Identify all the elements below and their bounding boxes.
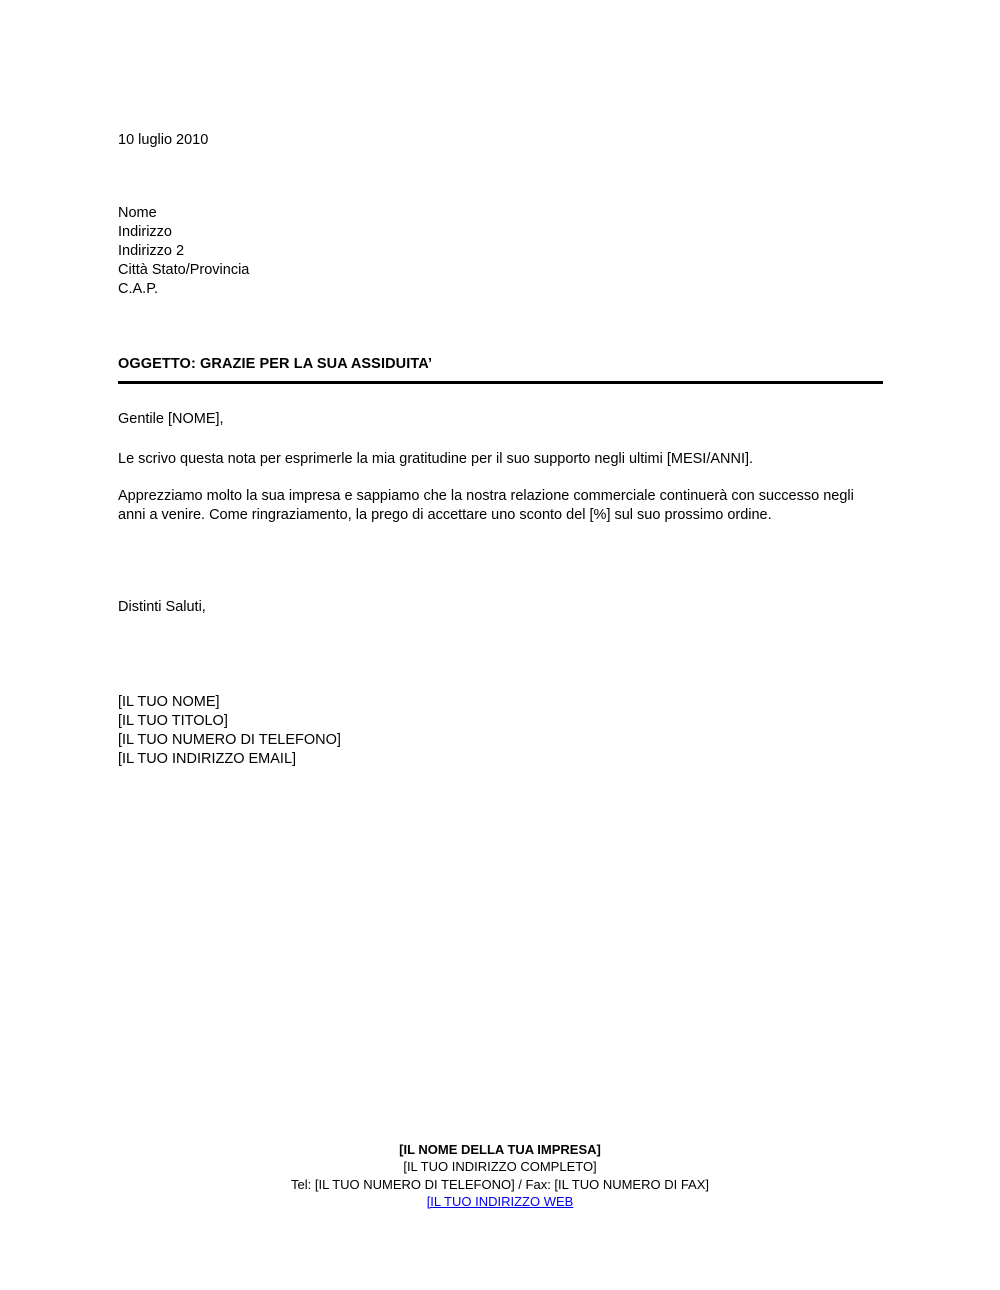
body-paragraph-2: Apprezziamo molto la sua impresa e sappiamo che la nostra relazione commerciale continuerà con successo negli anni a venire. Come ringraziamento, la prego di accettare uno sconto del [%] sul suo prossimo ordine.: [118, 488, 854, 523]
subject-line: OGGETTO: GRAZIE PER LA SUA ASSIDUITA’: [118, 356, 433, 372]
footer-block: [0, 1141, 1000, 1210]
recipient-block: [118, 204, 249, 299]
letter-date: 10 luglio 2010: [118, 132, 209, 148]
signature-phone: [IL TUO NUMERO DI TELEFONO]: [118, 732, 341, 748]
footer-tel-fax: Tel: [IL TUO NUMERO DI TELEFONO] / Fax: [IL TUO NUMERO DI FAX]: [291, 1176, 709, 1192]
recipient-zip: C.A.P.: [118, 281, 159, 297]
recipient-address2: Indirizzo 2: [118, 243, 185, 259]
salutation: Gentile [NOME],: [118, 411, 224, 427]
footer-web-link[interactable]: [IL TUO INDIRIZZO WEB: [426, 1193, 574, 1209]
footer-company-name: [IL NOME DELLA TUA IMPRESA]: [399, 1142, 601, 1157]
closing-salutation: Distinti Saluti,: [118, 599, 206, 615]
signature-email: [IL TUO INDIRIZZO EMAIL]: [118, 751, 297, 767]
footer-company-address: [IL TUO INDIRIZZO COMPLETO]: [403, 1159, 597, 1175]
recipient-city: Città Stato/Provincia: [118, 262, 250, 278]
recipient-name: Nome: [118, 205, 157, 221]
body-paragraph-1: Le scrivo questa nota per esprimerle la mia gratitudine per il suo supporto negli ultimi [MESI/ANNI].: [118, 451, 754, 467]
recipient-address: Indirizzo: [118, 224, 172, 240]
signature-title: [IL TUO TITOLO]: [118, 713, 228, 729]
signature-block: [118, 693, 341, 769]
subject-divider-rule: [118, 381, 883, 384]
signature-name: [IL TUO NOME]: [118, 694, 220, 710]
